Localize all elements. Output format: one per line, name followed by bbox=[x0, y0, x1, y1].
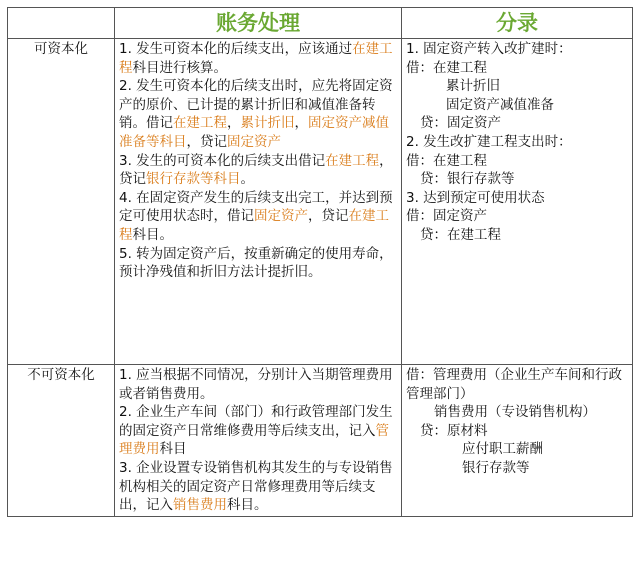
treatment-paragraph bbox=[119, 459, 397, 515]
treatment-text: 3. 企业设置专设销售机构其发生的与专设销售机构相关的固定资产日常修理费用等后续支出，记入 bbox=[119, 459, 393, 514]
entry-line: 2. 发生改扩建工程支出时： bbox=[406, 133, 572, 150]
account-highlight: 管理费用 bbox=[119, 422, 389, 458]
entries-cell bbox=[402, 39, 633, 365]
accounting-table bbox=[7, 7, 633, 517]
entry-line: 3. 达到预定可使用状态 bbox=[406, 189, 545, 206]
treatment-text: 5. 转为固定资产后，按重新确定的使用寿命，预计净残值和折旧方法计提折旧。 bbox=[119, 245, 393, 281]
header-treatment: 账务处理 bbox=[115, 8, 402, 39]
entries-cell bbox=[402, 365, 633, 517]
treatment-paragraph bbox=[119, 403, 397, 459]
treatment-cell bbox=[115, 365, 402, 517]
treatment-text: 科目。 bbox=[227, 497, 268, 514]
treatment-text: 2. 企业生产车间（部门）和行政管理部门发生的固定资产日常维修费用等后续支出，记入 bbox=[119, 404, 393, 439]
treatment-paragraph bbox=[119, 366, 397, 403]
treatment-text: 1. 发生可资本化的后续支出，应该通过 bbox=[119, 41, 353, 57]
entry-line: 1. 固定资产转入改扩建时： bbox=[406, 41, 572, 57]
account-highlight: 固定资产 bbox=[254, 208, 308, 225]
entry-line: 贷：在建工程 bbox=[420, 226, 501, 243]
account-highlight: 固定资产减值准备等科目 bbox=[119, 115, 389, 150]
account-highlight: 在建工程 bbox=[119, 41, 393, 76]
entry-line: 固定资产减值准备 bbox=[446, 96, 554, 113]
entry-line: 银行存款等 bbox=[462, 459, 530, 476]
treatment-paragraph bbox=[119, 189, 397, 245]
treatment-paragraph bbox=[119, 152, 397, 189]
row-label-capitalizable: 可资本化 bbox=[8, 39, 115, 365]
entry-line: 借：在建工程 bbox=[406, 59, 487, 76]
treatment-text: 2. 发生可资本化的后续支出时，应先将固定资产的原价、已计提的累计折旧和减值准备转销。借记 bbox=[119, 78, 393, 132]
account-highlight: 在建工程 bbox=[325, 152, 380, 169]
treatment-text: 1. 应当根据不同情况，分别计入当期管理费用或者销售费用。 bbox=[119, 367, 393, 402]
account-highlight: 银行存款等科目 bbox=[146, 171, 241, 188]
entry-line: 借：在建工程 bbox=[406, 152, 487, 169]
account-highlight: 销售费用 bbox=[173, 497, 227, 514]
table-row bbox=[8, 365, 633, 517]
treatment-text: 科目。 bbox=[132, 226, 173, 243]
entry-line: 借：管理费用（企业生产车间和行政管理部门） bbox=[406, 367, 622, 402]
account-highlight: 固定资产 bbox=[227, 133, 281, 150]
account-highlight: 在建工程 bbox=[173, 115, 227, 132]
treatment-text: ，贷记 bbox=[308, 208, 349, 225]
treatment-text: ， bbox=[227, 115, 241, 132]
treatment-paragraph bbox=[119, 77, 397, 151]
treatment-text: ，贷记 bbox=[119, 152, 393, 188]
treatment-text: 科目 bbox=[159, 441, 187, 458]
entry-line: 应付职工薪酬 bbox=[462, 441, 543, 458]
table-row bbox=[8, 39, 633, 365]
header-empty-cell bbox=[8, 8, 115, 39]
treatment-text: 。 bbox=[240, 171, 254, 188]
treatment-text: ，贷记 bbox=[186, 133, 227, 150]
entry-line: 销售费用（专设销售机构） bbox=[434, 404, 596, 421]
row-label-non-capitalizable: 不可资本化 bbox=[8, 365, 115, 517]
treatment-text: ， bbox=[294, 115, 308, 132]
treatment-paragraph bbox=[119, 245, 397, 282]
header-entries: 分录 bbox=[402, 8, 633, 39]
treatment-cell bbox=[115, 39, 402, 365]
treatment-text: 4. 在固定资产发生的后续支出完工，并达到预定可使用状态时，借记 bbox=[119, 189, 393, 225]
entry-line: 贷：银行存款等 bbox=[420, 171, 515, 188]
account-highlight: 累计折旧 bbox=[240, 115, 295, 132]
treatment-paragraph bbox=[119, 40, 397, 77]
entry-line: 借：固定资产 bbox=[406, 208, 487, 225]
entry-line: 累计折旧 bbox=[446, 78, 500, 95]
treatment-text: 3. 发生的可资本化的后续支出借记 bbox=[119, 152, 326, 169]
account-highlight: 在建工程 bbox=[119, 208, 389, 243]
entry-line: 贷：原材料 bbox=[420, 422, 488, 439]
treatment-text: 科目进行核算。 bbox=[132, 59, 227, 76]
entry-line: 贷：固定资产 bbox=[420, 115, 501, 132]
header-row bbox=[8, 8, 633, 39]
